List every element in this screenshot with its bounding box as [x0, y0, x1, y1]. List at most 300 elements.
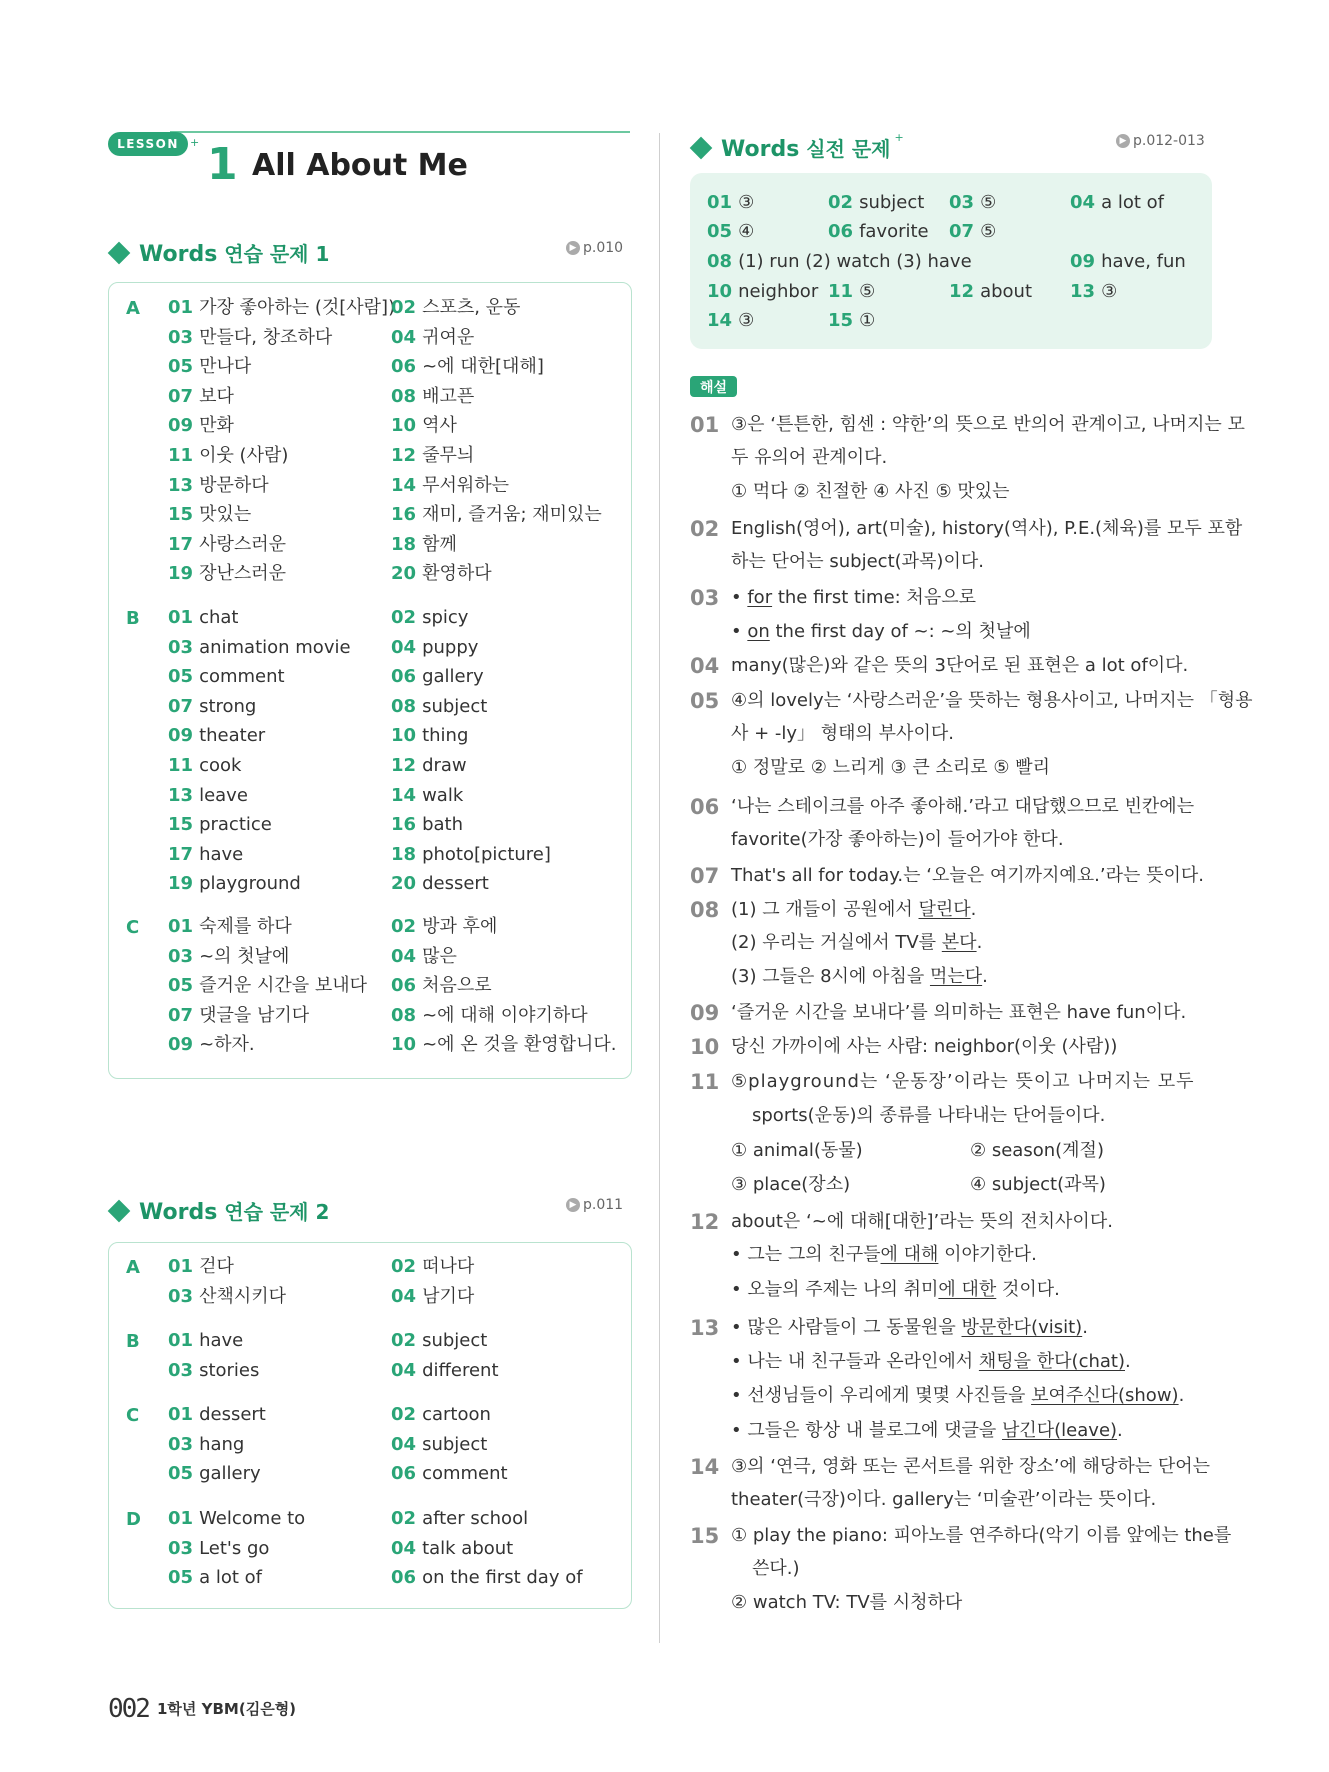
- answer-item: [391, 1256, 474, 1278]
- item-number: 01: [168, 1256, 194, 1277]
- item-text: gallery: [422, 666, 484, 688]
- item-number: 17: [168, 533, 194, 555]
- part-letter-d: D: [126, 1509, 141, 1530]
- explanation-text: many(많은)와 같은 뜻의 3단어로 된 표현은 a lot of이다.: [731, 655, 1189, 676]
- answer-item: [707, 221, 754, 243]
- answer-item: [168, 637, 351, 659]
- item-text: hang: [199, 1433, 245, 1455]
- item-text: a lot of: [1101, 192, 1164, 213]
- item-number: 05: [168, 356, 194, 378]
- item-text: 장난스러운: [199, 563, 287, 585]
- item-text: 떠나다: [422, 1256, 475, 1277]
- option-text: ① animal(동물): [731, 1140, 863, 1161]
- answer-item: [168, 844, 243, 866]
- item-number: 20: [391, 563, 417, 585]
- answer-item: [828, 221, 929, 243]
- answer-item: [168, 1360, 259, 1382]
- part-letter-c: C: [126, 917, 140, 938]
- period: .: [1117, 1420, 1123, 1441]
- part-letter-b: B: [126, 608, 140, 629]
- sentence-text: (3) 그들은 8시에 아침을: [731, 966, 930, 987]
- diamond-icon: [690, 136, 713, 159]
- answer-item: [391, 445, 474, 467]
- item-number: 05: [168, 666, 194, 688]
- lesson-badge: LESSON: [108, 132, 188, 156]
- item-text: bath: [422, 814, 463, 836]
- answer-item: [391, 386, 474, 408]
- explanation-badge: 해설: [690, 376, 737, 397]
- explanation-number: 02: [690, 517, 720, 541]
- item-text: about: [980, 281, 1032, 302]
- answer-item: [707, 192, 754, 214]
- page-arrow-icon: ▶: [566, 1198, 580, 1212]
- option-text: ④ subject(과목): [970, 1174, 1106, 1195]
- item-number: 15: [828, 310, 854, 331]
- explanation-text: That's all for today.는 ‘오늘은 여기까지예요.’라는 뜻이다.: [731, 865, 1204, 886]
- page-number: 002: [108, 1694, 149, 1724]
- answer-item: [391, 725, 468, 747]
- answer-item: [391, 1538, 513, 1560]
- answer-item: [391, 534, 457, 556]
- item-text: have, fun: [1101, 251, 1186, 272]
- explanation-text: theater(극장)이다. gallery는 ‘미술관’이라는 뜻이다.: [731, 1489, 1157, 1510]
- item-text: strong: [199, 695, 257, 717]
- explanation-text: 하는 단어는 subject(과목)이다.: [731, 551, 984, 572]
- item-text: 배고픈: [422, 385, 475, 407]
- item-number: 01: [168, 607, 194, 628]
- item-text: ~에 대한[대해]: [422, 356, 544, 378]
- item-text: 처음으로: [422, 975, 492, 997]
- item-number: 11: [168, 755, 194, 776]
- item-number: 08: [391, 695, 417, 717]
- item-text: talk about: [422, 1537, 514, 1559]
- sentence-text: (2) 우리는 거실에서 TV를: [731, 932, 942, 953]
- explanation-text: [731, 966, 988, 988]
- item-text: 보다: [199, 385, 234, 407]
- answer-item: [168, 445, 288, 467]
- underlined-word: 먹는다: [929, 966, 983, 987]
- item-text: Let's go: [199, 1537, 270, 1559]
- item-number: 03: [168, 1433, 194, 1455]
- item-text: 댓글을 남기다: [199, 1004, 310, 1026]
- answer-item: [391, 563, 492, 585]
- answer-item: [949, 281, 1032, 303]
- item-number: 09: [1070, 251, 1096, 272]
- explanation-text: ① play the piano: 피아노를 연주하다(악기 이름 앞에는 the를: [731, 1525, 1232, 1546]
- answer-item: [168, 563, 286, 585]
- page-ref-1: [566, 240, 623, 256]
- item-text: stories: [199, 1359, 260, 1381]
- item-text: 산책시키다: [199, 1285, 287, 1307]
- item-text: 재미, 즐거움; 재미있는: [422, 504, 602, 526]
- item-text: on the first day of: [422, 1567, 583, 1589]
- underlined-word: 방문한다(visit): [961, 1317, 1083, 1338]
- item-text: comment: [199, 666, 285, 688]
- explanation-text: [731, 932, 982, 954]
- explanation-bullet: • 그는 그의 친구들에 대해 이야기한다.: [731, 1244, 1037, 1265]
- item-number: 13: [168, 784, 194, 806]
- item-text: dessert: [422, 873, 489, 895]
- item-number: 05: [168, 1567, 194, 1589]
- sentence-text: 그들은 항상 내 블로그에 댓글을: [747, 1420, 1002, 1441]
- explanation-bullet: • 그들은 항상 내 블로그에 댓글을 남긴다(leave).: [731, 1420, 1123, 1441]
- page-ref-3: [1116, 133, 1205, 149]
- answer-item: [391, 1286, 474, 1308]
- answer-item: [168, 1286, 286, 1308]
- answer-item: [1070, 281, 1117, 303]
- item-text: playground: [199, 873, 301, 895]
- item-number: 02: [391, 1256, 417, 1277]
- explanation-text: ‘나는 스테이크를 아주 좋아해.’라고 대답했으므로 빈칸에는: [731, 796, 1195, 817]
- page-ref-2: [566, 1197, 623, 1213]
- item-number: 10: [391, 415, 417, 437]
- section-title-ko: 실전 문제: [799, 137, 891, 161]
- item-text: 환영하다: [422, 563, 492, 585]
- item-number: 06: [391, 1567, 417, 1589]
- answer-item: [168, 415, 234, 437]
- item-number: 03: [949, 192, 975, 213]
- explanation-number: 06: [690, 795, 720, 819]
- item-text: 역사: [422, 415, 457, 437]
- section-title-real-test: [693, 133, 904, 162]
- explanation-text: English(영어), art(미술), history(역사), P.E.(체육)를 모두 포함: [731, 518, 1243, 539]
- underlined-word: 채팅을 한다(chat): [978, 1351, 1125, 1372]
- explanation-text: sports(운동)의 종류를 나타내는 단어들이다.: [752, 1105, 1106, 1126]
- answer-item: [391, 975, 492, 997]
- item-number: 01: [168, 297, 194, 318]
- answer-item: [168, 814, 272, 836]
- explanation-bullet: • 나는 내 친구들과 온라인에서 채팅을 한다(chat).: [731, 1351, 1131, 1372]
- explanation-text: 당신 가까이에 사는 사람: neighbor(이웃 (사람)): [731, 1036, 1118, 1057]
- answer-item: [391, 1034, 617, 1056]
- period: .: [1125, 1351, 1131, 1372]
- option-text: ② season(계절): [970, 1140, 1104, 1161]
- item-text: ①: [859, 310, 876, 331]
- answer-item: [168, 975, 367, 997]
- item-number: 16: [391, 504, 417, 526]
- sentence-text: 많은 사람들이 그 동물원을: [747, 1317, 962, 1338]
- underlined-word: 남긴다(leave): [1002, 1420, 1118, 1441]
- item-text: 함께: [422, 533, 457, 555]
- answer-item: [391, 844, 551, 866]
- underlined-word: 보여주신다(show): [1031, 1385, 1179, 1406]
- explanation-number: 04: [690, 654, 720, 678]
- answer-item: [391, 504, 602, 526]
- answer-item: [168, 755, 241, 777]
- item-number: 06: [828, 221, 854, 242]
- item-number: 06: [391, 975, 417, 997]
- explanation-text: ② watch TV: TV를 시청하다: [731, 1592, 963, 1613]
- explanation-text: [731, 899, 976, 921]
- part-letter-a: A: [126, 298, 140, 319]
- answer-item: [168, 1005, 309, 1027]
- item-text: ~하자.: [199, 1034, 255, 1056]
- item-number: 01: [168, 1508, 194, 1529]
- explanation-text: favorite(가장 좋아하는)이 들어가야 한다.: [731, 829, 1064, 850]
- explanation-text: 사 + -ly」 형태의 부사이다.: [731, 723, 954, 744]
- item-number: 03: [168, 1359, 194, 1381]
- answer-item: [391, 755, 467, 777]
- plus-icon: +: [190, 136, 200, 149]
- item-text: animation movie: [199, 636, 351, 658]
- answer-item: [391, 607, 468, 629]
- item-number: 07: [168, 695, 194, 717]
- answer-item: [168, 1256, 234, 1278]
- section-title-practice-1: [111, 238, 329, 267]
- sentence-text: 나는 내 친구들과 온라인에서: [747, 1351, 979, 1372]
- explanation-number: 01: [690, 413, 720, 437]
- answer-item: [391, 1567, 583, 1589]
- lesson-title: All About Me: [252, 148, 468, 183]
- item-text: subject: [422, 695, 488, 717]
- answer-item: [391, 1005, 588, 1027]
- answer-item: [168, 1434, 244, 1456]
- item-text: ~의 첫날에: [199, 945, 290, 967]
- item-number: 10: [707, 281, 733, 302]
- item-text: photo[picture]: [422, 843, 551, 865]
- explanation-text: ‘즐거운 시간을 보내다’를 의미하는 표현은 have fun이다.: [731, 1002, 1187, 1023]
- explanation-number: 12: [690, 1210, 720, 1234]
- underlined-word: for: [747, 587, 773, 608]
- item-number: 02: [391, 916, 417, 937]
- explanation-number: 05: [690, 689, 720, 713]
- answer-item: [168, 873, 301, 895]
- item-text: subject: [859, 192, 925, 213]
- column-divider: [659, 133, 660, 1643]
- sentence-text: 것이다.: [996, 1279, 1060, 1300]
- answer-item: [168, 1567, 262, 1589]
- answer-item: [1070, 251, 1186, 273]
- answer-item: [828, 281, 875, 303]
- period: .: [1082, 1317, 1088, 1338]
- item-text: ⑤: [859, 281, 876, 302]
- answer-item: [391, 916, 497, 938]
- section-title-ko: 연습 문제 1: [217, 242, 330, 266]
- section-title-ko: 연습 문제 2: [217, 1200, 330, 1224]
- period: .: [982, 966, 988, 987]
- item-text: thing: [422, 725, 469, 747]
- item-text: ⑤: [980, 221, 997, 242]
- item-number: 06: [391, 1463, 417, 1485]
- answer-item: [391, 475, 509, 497]
- item-text: subject: [422, 1330, 488, 1351]
- item-text: ④: [738, 221, 755, 242]
- item-text: draw: [422, 755, 467, 776]
- underlined-word: 에 대해: [880, 1244, 939, 1265]
- answer-item: [707, 310, 754, 332]
- explanation-number: 08: [690, 898, 720, 922]
- item-number: 14: [707, 310, 733, 331]
- page-ref-text: p.011: [583, 1197, 624, 1213]
- item-text: ③: [738, 310, 755, 331]
- item-text: ③: [738, 192, 755, 213]
- answer-item: [707, 281, 818, 303]
- answer-item: [391, 415, 457, 437]
- part-letter-a: A: [126, 1257, 140, 1278]
- item-number: 15: [168, 504, 194, 526]
- explanation-bullet: • on the first day of ~: ~의 첫날에: [731, 621, 1031, 642]
- item-number: 08: [707, 251, 733, 272]
- item-text: ~에 온 것을 환영합니다.: [422, 1034, 617, 1056]
- period: .: [976, 932, 983, 953]
- item-number: 10: [391, 1034, 417, 1056]
- sentence-text: (1) 그 개들이 공원에서: [731, 899, 919, 920]
- item-number: 02: [391, 1508, 417, 1529]
- answer-item: [391, 356, 544, 378]
- item-text: walk: [422, 784, 464, 806]
- explanation-text: ① 정말로 ② 느리게 ③ 큰 소리로 ⑤ 빨리: [731, 757, 1050, 778]
- item-number: 12: [949, 281, 975, 302]
- answer-item: [168, 607, 238, 629]
- item-text: 이웃 (사람): [199, 445, 289, 466]
- option-text: ③ place(장소): [731, 1174, 851, 1195]
- explanation-text: ③은 ‘튼튼한, 힘센 : 약한’의 뜻으로 반의어 관계이고, 나머지는 모: [731, 414, 1245, 435]
- item-text: leave: [199, 784, 248, 806]
- answer-item: [391, 785, 463, 807]
- answer-item: [828, 192, 924, 214]
- answer-item: [391, 666, 484, 688]
- underlined-word: 달린다: [918, 899, 971, 920]
- footer-text: 1학년 YBM(김은형): [157, 1700, 297, 1718]
- item-number: 04: [391, 1537, 417, 1559]
- item-text: 즐거운 시간을 보내다: [199, 975, 367, 997]
- answer-item: [391, 1360, 499, 1382]
- explanation-bullet: • 많은 사람들이 그 동물원을 방문한다(visit).: [731, 1317, 1088, 1338]
- item-number: 04: [391, 1433, 417, 1455]
- item-text: different: [422, 1359, 499, 1381]
- item-number: 01: [168, 916, 194, 937]
- item-text: 사랑스러운: [199, 533, 287, 555]
- explanation-bullet: • for the first time: 처음으로: [731, 587, 976, 608]
- item-number: 03: [168, 945, 194, 967]
- answer-item: [391, 696, 487, 718]
- item-number: 04: [391, 1285, 417, 1307]
- item-text: ~에 대해 이야기하다: [422, 1004, 588, 1026]
- item-number: 14: [391, 784, 417, 806]
- item-number: 14: [391, 474, 417, 496]
- item-text: theater: [199, 725, 266, 747]
- explanation-bullet: • 오늘의 주제는 나의 취미에 대한 것이다.: [731, 1279, 1060, 1300]
- answer-item: [168, 725, 265, 747]
- item-text: cook: [199, 755, 242, 776]
- item-number: 04: [391, 326, 417, 348]
- explanation-text: 두 유의어 관계이다.: [731, 447, 888, 468]
- item-text: after school: [422, 1508, 529, 1529]
- item-text: 가장 좋아하는 (것[사람]): [199, 297, 396, 318]
- item-number: 03: [168, 1285, 194, 1307]
- item-number: 13: [168, 474, 194, 496]
- section-title-en: Words: [139, 242, 218, 267]
- item-number: 02: [391, 607, 417, 628]
- underlined-word: on: [747, 621, 770, 642]
- item-number: 11: [828, 281, 854, 302]
- explanation-text: 쓴다.): [752, 1558, 800, 1579]
- sentence-text: 선생님들이 우리에게 몇몇 사진들을: [747, 1385, 1032, 1406]
- item-text: 맛있는: [199, 504, 252, 526]
- item-number: 18: [391, 533, 417, 555]
- explanation-text: the first day of ~: ~의 첫날에: [769, 621, 1031, 642]
- answer-item: [391, 1508, 528, 1530]
- item-number: 07: [168, 1004, 194, 1026]
- lesson-number: 1: [207, 139, 238, 190]
- diamond-icon: [108, 1199, 131, 1222]
- item-text: 숙제를 하다: [199, 916, 292, 937]
- item-number: 20: [391, 873, 417, 895]
- item-number: 03: [168, 636, 194, 658]
- explanation-text: ① 먹다 ② 친절한 ④ 사진 ⑤ 맛있는: [731, 481, 1010, 502]
- underlined-word: 본다: [941, 932, 977, 953]
- explanation-number: 09: [690, 1001, 720, 1025]
- item-text: 귀여운: [422, 326, 475, 348]
- answer-item: [391, 814, 463, 836]
- plus-icon: +: [894, 131, 904, 144]
- answer-item: [168, 916, 292, 938]
- part-letter-c: C: [126, 1405, 140, 1426]
- item-number: 12: [391, 445, 417, 466]
- item-number: 09: [168, 725, 194, 747]
- diamond-icon: [108, 241, 131, 264]
- answer-item: [707, 251, 972, 273]
- item-number: 03: [168, 1537, 194, 1559]
- item-number: 06: [391, 356, 417, 378]
- explanation-number: 14: [690, 1455, 720, 1479]
- sentence-text: 그는 그의 친구들: [747, 1244, 881, 1265]
- item-text: 방과 후에: [422, 916, 498, 937]
- answer-item: [168, 356, 251, 378]
- item-number: 02: [391, 1330, 417, 1351]
- item-number: 01: [168, 1330, 194, 1351]
- section-title-en: Words: [139, 1200, 218, 1225]
- answer-item: [168, 946, 289, 968]
- item-number: 08: [391, 1004, 417, 1026]
- item-number: 09: [168, 1034, 194, 1056]
- answer-item: [168, 666, 285, 688]
- item-text: ⑤: [980, 192, 997, 213]
- item-number: 15: [168, 814, 194, 836]
- answer-item: [391, 1330, 487, 1352]
- explanation-number: 11: [690, 1070, 720, 1094]
- answer-item: [1070, 192, 1164, 214]
- answer-item: [391, 1434, 487, 1456]
- item-number: 04: [391, 945, 417, 967]
- page-arrow-icon: ▶: [1116, 134, 1130, 148]
- item-text: Welcome to: [199, 1508, 306, 1529]
- answer-item: [391, 297, 520, 319]
- item-number: 04: [1070, 192, 1096, 213]
- underlined-word: 에 대한: [938, 1279, 997, 1300]
- page-ref-text: p.012-013: [1133, 133, 1205, 149]
- item-text: 방문하다: [199, 474, 269, 496]
- item-text: neighbor: [738, 281, 819, 302]
- period: .: [1178, 1385, 1185, 1406]
- explanation-text: the first time: 처음으로: [772, 587, 976, 608]
- answer-item: [168, 1034, 255, 1056]
- item-text: 걷다: [199, 1256, 234, 1277]
- answer-item: [828, 310, 875, 332]
- item-number: 16: [391, 814, 417, 836]
- item-text: 무서워하는: [422, 474, 510, 496]
- item-text: (1) run (2) watch (3) have: [738, 251, 972, 272]
- item-text: ③: [1101, 281, 1118, 302]
- answer-item: [168, 534, 286, 556]
- item-text: a lot of: [199, 1567, 262, 1589]
- item-number: 05: [168, 1463, 194, 1485]
- answer-item: [168, 1463, 261, 1485]
- item-number: 17: [168, 843, 194, 865]
- item-number: 01: [168, 1404, 194, 1425]
- item-text: 만나다: [199, 356, 252, 378]
- item-text: spicy: [422, 607, 469, 628]
